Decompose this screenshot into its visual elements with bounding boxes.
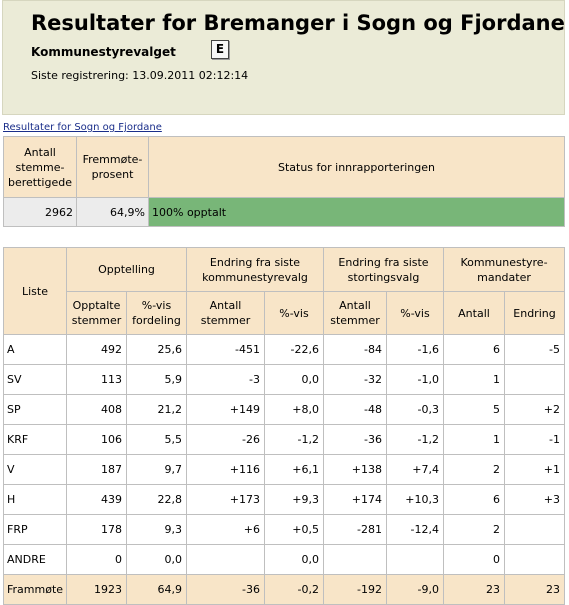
table-row <box>4 455 565 485</box>
votes-change-municipal: +6 <box>187 515 265 545</box>
seats-count: 2 <box>444 515 505 545</box>
table-row <box>4 335 565 365</box>
distribution-pct: 21,2 <box>127 395 187 425</box>
votes-change-parliament: +138 <box>324 455 387 485</box>
votes-change-municipal: -26 <box>187 425 265 455</box>
pct-change-parliament: -12,4 <box>387 515 444 545</box>
status-header: Status for innrapporteringen <box>149 137 565 198</box>
counted-votes-header: Opptalte stemmer <box>67 292 127 335</box>
seats-count: 1 <box>444 365 505 395</box>
party-name: H <box>4 485 67 515</box>
votes-change-municipal: +173 <box>187 485 265 515</box>
turnout-header: Fremmøte-prosent <box>77 137 149 198</box>
distribution-pct: 22,8 <box>127 485 187 515</box>
pct-change-municipal: -1,2 <box>265 425 324 455</box>
pct-change-parliament: +10,3 <box>387 485 444 515</box>
total-row <box>4 575 565 605</box>
pct-change-municipal: 0,0 <box>265 365 324 395</box>
seats-count: 6 <box>444 335 505 365</box>
pct-change-municipal: +6,1 <box>265 455 324 485</box>
seats-change <box>505 545 565 575</box>
page-header <box>2 0 565 115</box>
seats-change: -1 <box>505 425 565 455</box>
counted-votes: 408 <box>67 395 127 425</box>
table-row <box>4 485 565 515</box>
party-name: Frammøte <box>4 575 67 605</box>
counted-votes: 113 <box>67 365 127 395</box>
votes-change-municipal: -36 <box>187 575 265 605</box>
votes-change-municipal: +116 <box>187 455 265 485</box>
seats-count: 5 <box>444 395 505 425</box>
table-row <box>4 515 565 545</box>
pct-change-parliament: -1,2 <box>387 425 444 455</box>
party-name: SP <box>4 395 67 425</box>
votes-change-municipal <box>187 545 265 575</box>
seats-count: 23 <box>444 575 505 605</box>
votes-change-municipal: +149 <box>187 395 265 425</box>
results-table <box>3 247 565 605</box>
pct-change-municipal: +8,0 <box>265 395 324 425</box>
votes-change-parliament: -36 <box>324 425 387 455</box>
turnout-value: 64,9% <box>77 198 149 227</box>
distribution-header: %-vis fordeling <box>127 292 187 335</box>
votes-change-parliament: -32 <box>324 365 387 395</box>
table-row <box>4 395 565 425</box>
distribution-pct: 25,6 <box>127 335 187 365</box>
votes-change-parliament: -48 <box>324 395 387 425</box>
pct-change-municipal: 0,0 <box>265 545 324 575</box>
seats-change-header: Endring <box>505 292 565 335</box>
votes-change-parliament: -192 <box>324 575 387 605</box>
election-type: Kommunestyrevalget <box>31 45 176 59</box>
seats-change: +1 <box>505 455 565 485</box>
party-name: KRF <box>4 425 67 455</box>
seats-count: 6 <box>444 485 505 515</box>
pct-change-parliament-header: %-vis <box>387 292 444 335</box>
distribution-pct: 9,3 <box>127 515 187 545</box>
votes-change-parliament: -84 <box>324 335 387 365</box>
counted-votes: 178 <box>67 515 127 545</box>
pct-change-parliament: +7,4 <box>387 455 444 485</box>
counted-votes: 492 <box>67 335 127 365</box>
counted-votes: 106 <box>67 425 127 455</box>
seats-change: 23 <box>505 575 565 605</box>
last-registration: Siste registrering: 13.09.2011 02:12:14 <box>31 69 249 82</box>
pct-change-parliament: -0,3 <box>387 395 444 425</box>
party-name: V <box>4 455 67 485</box>
pct-change-municipal: +9,3 <box>265 485 324 515</box>
page-title: Resultater for Bremanger i Sogn og Fjordane <box>31 11 565 35</box>
counted-votes: 187 <box>67 455 127 485</box>
seats-change <box>505 365 565 395</box>
distribution-pct: 5,9 <box>127 365 187 395</box>
counted-votes: 439 <box>67 485 127 515</box>
table-row <box>4 425 565 455</box>
pct-change-municipal: +0,5 <box>265 515 324 545</box>
seats-change: -5 <box>505 335 565 365</box>
opptelling-header: Opptelling <box>67 248 187 292</box>
distribution-pct: 5,5 <box>127 425 187 455</box>
status-progress-bar: 100% opptalt <box>149 198 565 227</box>
votes-change-municipal: -3 <box>187 365 265 395</box>
votes-change-parliament: -281 <box>324 515 387 545</box>
pct-change-parliament: -9,0 <box>387 575 444 605</box>
seats-change: +2 <box>505 395 565 425</box>
seats-count: 2 <box>444 455 505 485</box>
counted-votes: 1923 <box>67 575 127 605</box>
eligible-value: 2962 <box>4 198 77 227</box>
pct-change-parliament: -1,6 <box>387 335 444 365</box>
votes-change-municipal-header: Antall stemmer <box>187 292 265 335</box>
seats-count: 1 <box>444 425 505 455</box>
seats-change <box>505 515 565 545</box>
distribution-pct: 64,9 <box>127 575 187 605</box>
votes-change-parliament-header: Antall stemmer <box>324 292 387 335</box>
party-name: FRP <box>4 515 67 545</box>
eligible-header: Antall stemme-berettigede <box>4 137 77 198</box>
seats-header: Kommunestyre-mandater <box>444 248 565 292</box>
pct-change-municipal: -0,2 <box>265 575 324 605</box>
pct-change-municipal: -22,6 <box>265 335 324 365</box>
pct-change-municipal-header: %-vis <box>265 292 324 335</box>
pct-change-parliament <box>387 545 444 575</box>
party-name: ANDRE <box>4 545 67 575</box>
distribution-pct: 0,0 <box>127 545 187 575</box>
votes-change-parliament: +174 <box>324 485 387 515</box>
liste-header: Liste <box>4 248 67 335</box>
e-badge-button[interactable]: E <box>211 40 229 59</box>
counted-votes: 0 <box>67 545 127 575</box>
votes-change-municipal: -451 <box>187 335 265 365</box>
party-name: SV <box>4 365 67 395</box>
pct-change-parliament: -1,0 <box>387 365 444 395</box>
seats-count: 0 <box>444 545 505 575</box>
change-municipal-header: Endring fra siste kommunestyrevalg <box>187 248 324 292</box>
votes-change-parliament <box>324 545 387 575</box>
table-row <box>4 545 565 575</box>
status-table <box>3 136 565 227</box>
distribution-pct: 9,7 <box>127 455 187 485</box>
table-row <box>4 365 565 395</box>
seats-change: +3 <box>505 485 565 515</box>
county-results-link[interactable]: Resultater for Sogn og Fjordane <box>3 122 162 133</box>
party-name: A <box>4 335 67 365</box>
change-parliament-header: Endring fra siste stortingsvalg <box>324 248 444 292</box>
seats-count-header: Antall <box>444 292 505 335</box>
